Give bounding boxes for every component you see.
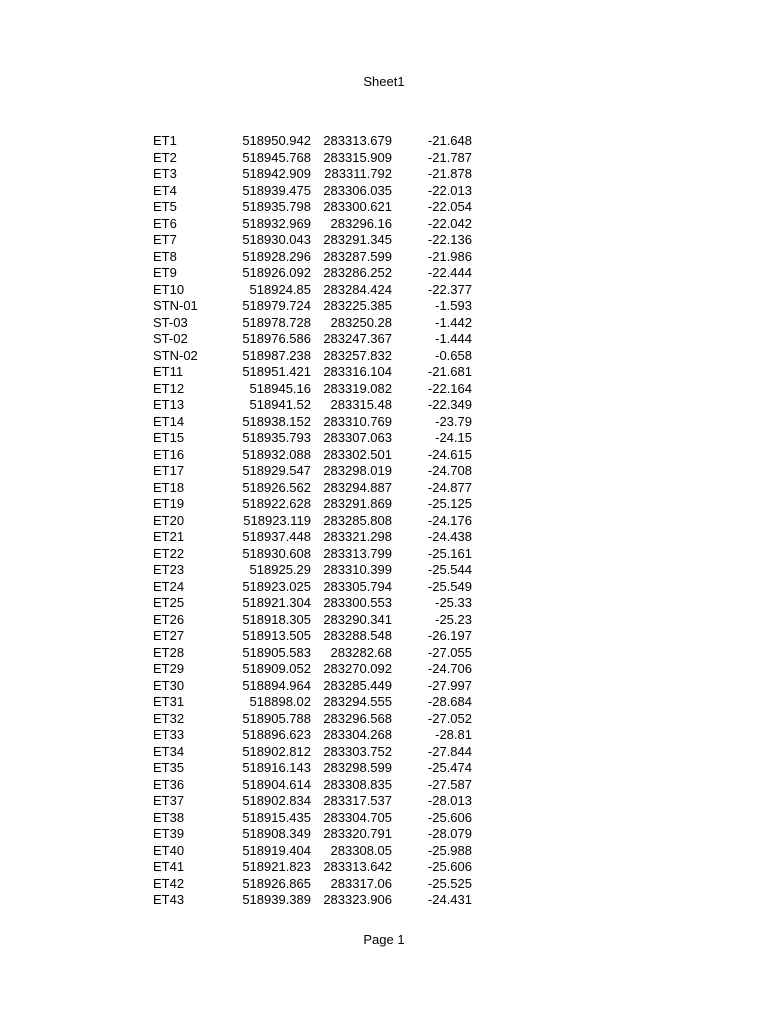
table-row	[153, 859, 472, 876]
table-row	[153, 529, 472, 546]
table-body	[153, 133, 472, 909]
x-coordinate-cell: 518909.052	[242, 661, 311, 676]
x-coordinate-cell: 518942.909	[242, 166, 311, 181]
point-name-cell: STN-02	[153, 347, 198, 363]
y-coordinate-cell: 283303.752	[323, 743, 392, 759]
table-row	[153, 133, 472, 150]
table-row	[153, 381, 472, 398]
point-name-cell: ET2	[153, 149, 177, 165]
elevation-cell: -1.593	[435, 298, 472, 313]
elevation-cell: -21.787	[427, 149, 472, 165]
point-name-cell: ET18	[153, 479, 185, 495]
x-coordinate-cell: 518916.143	[242, 760, 311, 775]
point-name-cell: ET12	[153, 380, 185, 396]
point-name-cell: ET34	[153, 743, 185, 759]
point-name-cell: ET16	[153, 446, 185, 462]
y-coordinate-cell: 283308.05	[330, 842, 392, 858]
x-coordinate-cell: 518935.793	[242, 430, 311, 445]
point-name-cell: ET39	[153, 826, 185, 841]
x-coordinate-cell: 518913.505	[242, 628, 311, 643]
y-coordinate-cell: 283298.599	[323, 760, 392, 775]
elevation-cell: -21.681	[427, 364, 472, 379]
point-name-cell: ET23	[153, 562, 185, 577]
table-row	[153, 579, 472, 596]
y-coordinate-cell: 283287.599	[323, 248, 392, 264]
elevation-cell: -28.81	[435, 727, 472, 742]
elevation-cell: -24.176	[427, 512, 472, 528]
x-coordinate-cell: 518938.152	[242, 413, 311, 429]
point-name-cell: ET11	[153, 364, 184, 379]
point-name-cell: ST-03	[153, 314, 188, 330]
point-name-cell: ET27	[153, 628, 185, 643]
elevation-cell: -1.442	[435, 314, 472, 330]
x-coordinate-cell: 518926.092	[242, 265, 311, 280]
x-coordinate-cell: 518915.435	[242, 809, 311, 825]
x-coordinate-cell: 518905.788	[242, 710, 311, 726]
point-name-cell: ET26	[153, 611, 185, 627]
x-coordinate-cell: 518923.025	[242, 578, 311, 594]
table-row	[153, 892, 472, 909]
table-row	[153, 760, 472, 777]
point-name-cell: ET37	[153, 793, 185, 808]
x-coordinate-cell: 518905.583	[242, 644, 311, 660]
y-coordinate-cell: 283319.082	[323, 380, 392, 396]
table-row	[153, 612, 472, 629]
x-coordinate-cell: 518930.608	[242, 545, 311, 561]
point-name-cell: ET7	[153, 232, 177, 247]
table-row	[153, 661, 472, 678]
x-coordinate-cell: 518923.119	[243, 512, 311, 528]
x-coordinate-cell: 518930.043	[242, 232, 311, 247]
x-coordinate-cell: 518919.404	[242, 842, 311, 858]
y-coordinate-cell: 283298.019	[323, 463, 392, 478]
point-name-cell: STN-01	[153, 298, 198, 313]
y-coordinate-cell: 283310.769	[323, 413, 392, 429]
y-coordinate-cell: 283302.501	[323, 446, 392, 462]
elevation-cell: -22.444	[427, 265, 472, 280]
table-row	[153, 348, 472, 365]
y-coordinate-cell: 283247.367	[323, 331, 392, 346]
table-row	[153, 496, 472, 513]
elevation-cell: -25.161	[427, 545, 472, 561]
y-coordinate-cell: 283310.399	[323, 562, 392, 577]
point-name-cell: ET1	[153, 133, 177, 148]
y-coordinate-cell: 283305.794	[323, 578, 392, 594]
elevation-cell: -21.878	[427, 166, 472, 181]
y-coordinate-cell: 283323.906	[323, 892, 392, 907]
y-coordinate-cell: 283307.063	[323, 430, 392, 445]
y-coordinate-cell: 283308.835	[323, 776, 392, 792]
elevation-cell: -22.377	[427, 281, 472, 297]
table-row	[153, 810, 472, 827]
y-coordinate-cell: 283313.799	[323, 545, 392, 561]
table-row	[153, 265, 472, 282]
point-name-cell: ET30	[153, 677, 185, 693]
elevation-cell: -25.23	[435, 611, 472, 627]
point-name-cell: ET40	[153, 842, 185, 858]
point-name-cell: ET6	[153, 215, 177, 231]
table-row	[153, 315, 472, 332]
table-row	[153, 826, 472, 843]
x-coordinate-cell: 518939.475	[242, 182, 311, 198]
elevation-cell: -28.013	[427, 793, 472, 808]
y-coordinate-cell: 283284.424	[323, 281, 392, 297]
table-row	[153, 249, 472, 266]
point-name-cell: ET19	[153, 496, 185, 511]
table-row	[153, 199, 472, 216]
x-coordinate-cell: 518926.865	[242, 875, 311, 891]
point-name-cell: ET21	[153, 529, 185, 544]
elevation-cell: -24.15	[435, 430, 472, 445]
x-coordinate-cell: 518926.562	[242, 479, 311, 495]
y-coordinate-cell: 283313.642	[323, 859, 392, 874]
y-coordinate-cell: 283317.537	[323, 793, 392, 808]
elevation-cell: -22.042	[427, 215, 472, 231]
x-coordinate-cell: 518945.16	[249, 380, 311, 396]
point-name-cell: ET33	[153, 727, 185, 742]
table-row	[153, 447, 472, 464]
y-coordinate-cell: 283285.449	[323, 677, 392, 693]
point-name-cell: ET35	[153, 760, 185, 775]
x-coordinate-cell: 518904.614	[242, 776, 311, 792]
table-row	[153, 513, 472, 530]
table-row	[153, 595, 472, 612]
y-coordinate-cell: 283306.035	[323, 182, 392, 198]
point-name-cell: ST-02	[153, 331, 188, 346]
elevation-cell: -25.988	[427, 842, 472, 858]
point-name-cell: ET22	[153, 545, 185, 561]
x-coordinate-cell: 518924.85	[249, 281, 311, 297]
table-row	[153, 628, 472, 645]
elevation-cell: -22.164	[427, 380, 472, 396]
y-coordinate-cell: 283304.705	[323, 809, 392, 825]
elevation-cell: -23.79	[435, 413, 472, 429]
table-row	[153, 777, 472, 794]
elevation-cell: -27.055	[427, 644, 472, 660]
elevation-cell: -27.052	[427, 710, 472, 726]
x-coordinate-cell: 518951.421	[242, 364, 311, 379]
point-name-cell: ET15	[153, 430, 185, 445]
table-row	[153, 397, 472, 414]
y-coordinate-cell: 283294.887	[323, 479, 392, 495]
x-coordinate-cell: 518932.088	[242, 446, 311, 462]
x-coordinate-cell: 518976.586	[242, 331, 311, 346]
point-name-cell: ET5	[153, 199, 177, 214]
elevation-cell: -24.615	[427, 446, 472, 462]
point-name-cell: ET25	[153, 595, 185, 610]
y-coordinate-cell: 283250.28	[330, 314, 392, 330]
point-name-cell: ET24	[153, 578, 185, 594]
table-row	[153, 232, 472, 249]
table-row	[153, 562, 472, 579]
x-coordinate-cell: 518902.812	[242, 743, 311, 759]
x-coordinate-cell: 518918.305	[242, 611, 311, 627]
y-coordinate-cell: 283316.104	[323, 364, 392, 379]
elevation-cell: -24.438	[427, 529, 472, 544]
point-name-cell: ET20	[153, 512, 185, 528]
y-coordinate-cell: 283288.548	[323, 628, 392, 643]
data-table	[153, 133, 472, 909]
elevation-cell: -28.684	[427, 694, 472, 709]
y-coordinate-cell: 283294.555	[323, 694, 392, 709]
elevation-cell: -22.054	[427, 199, 472, 214]
elevation-cell: -25.33	[435, 595, 472, 610]
table-row	[153, 282, 472, 299]
x-coordinate-cell: 518928.296	[242, 248, 311, 264]
point-name-cell: ET43	[153, 892, 185, 907]
x-coordinate-cell: 518896.623	[242, 727, 311, 742]
elevation-cell: -25.549	[427, 578, 472, 594]
x-coordinate-cell: 518921.823	[242, 859, 311, 874]
point-name-cell: ET31	[153, 694, 185, 709]
y-coordinate-cell: 283257.832	[323, 347, 392, 363]
table-row	[153, 430, 472, 447]
elevation-cell: -24.877	[427, 479, 472, 495]
elevation-cell: -1.444	[435, 331, 472, 346]
x-coordinate-cell: 518894.964	[242, 677, 311, 693]
point-name-cell: ET4	[153, 182, 177, 198]
table-row	[153, 876, 472, 893]
x-coordinate-cell: 518921.304	[242, 595, 311, 610]
elevation-cell: -27.844	[427, 743, 472, 759]
point-name-cell: ET28	[153, 644, 185, 660]
y-coordinate-cell: 283315.909	[323, 149, 392, 165]
table-row	[153, 166, 472, 183]
point-name-cell: ET8	[153, 248, 177, 264]
table-row	[153, 727, 472, 744]
x-coordinate-cell: 518925.29	[249, 562, 311, 577]
elevation-cell: -24.431	[427, 892, 472, 907]
x-coordinate-cell: 518950.942	[242, 133, 311, 148]
y-coordinate-cell: 283290.341	[323, 611, 392, 627]
sheet-title: Sheet1	[363, 74, 405, 89]
elevation-cell: -26.197	[427, 628, 472, 643]
elevation-cell: -0.658	[435, 347, 472, 363]
table-row	[153, 298, 472, 315]
y-coordinate-cell: 283291.869	[323, 496, 392, 511]
elevation-cell: -21.986	[427, 248, 472, 264]
point-name-cell: ET17	[153, 463, 185, 478]
table-row	[153, 678, 472, 695]
x-coordinate-cell: 518932.969	[242, 215, 311, 231]
y-coordinate-cell: 283282.68	[330, 644, 392, 660]
table-row	[153, 463, 472, 480]
y-coordinate-cell: 283300.553	[323, 595, 392, 610]
page-number: Page 1	[363, 932, 405, 947]
elevation-cell: -24.708	[427, 463, 472, 478]
point-name-cell: ET13	[153, 397, 185, 412]
elevation-cell: -22.013	[427, 182, 472, 198]
elevation-cell: -21.648	[427, 133, 472, 148]
x-coordinate-cell: 518908.349	[242, 826, 311, 841]
y-coordinate-cell: 283313.679	[323, 133, 392, 148]
point-name-cell: ET10	[153, 281, 185, 297]
y-coordinate-cell: 283270.092	[323, 661, 392, 676]
table-row	[153, 694, 472, 711]
y-coordinate-cell: 283311.792	[324, 166, 392, 181]
point-name-cell: ET38	[153, 809, 185, 825]
elevation-cell: -27.587	[427, 776, 472, 792]
y-coordinate-cell: 283285.808	[323, 512, 392, 528]
table-row	[153, 480, 472, 497]
y-coordinate-cell: 283225.385	[323, 298, 392, 313]
table-row	[153, 216, 472, 233]
x-coordinate-cell: 518935.798	[242, 199, 311, 214]
x-coordinate-cell: 518939.389	[242, 892, 311, 907]
x-coordinate-cell: 518902.834	[242, 793, 311, 808]
x-coordinate-cell: 518937.448	[242, 529, 311, 544]
table-row	[153, 645, 472, 662]
y-coordinate-cell: 283317.06	[330, 875, 392, 891]
x-coordinate-cell: 518987.238	[242, 347, 311, 363]
x-coordinate-cell: 518941.52	[249, 397, 311, 412]
point-name-cell: ET32	[153, 710, 185, 726]
elevation-cell: -24.706	[427, 661, 472, 676]
x-coordinate-cell: 518945.768	[242, 149, 311, 165]
elevation-cell: -25.125	[427, 496, 472, 511]
elevation-cell: -25.474	[427, 760, 472, 775]
table-row	[153, 414, 472, 431]
point-name-cell: ET3	[153, 166, 177, 181]
point-name-cell: ET9	[153, 265, 177, 280]
x-coordinate-cell: 518922.628	[242, 496, 311, 511]
table-row	[153, 843, 472, 860]
table-row	[153, 331, 472, 348]
x-coordinate-cell: 518929.547	[242, 463, 311, 478]
y-coordinate-cell: 283315.48	[330, 397, 392, 412]
y-coordinate-cell: 283304.268	[323, 727, 392, 742]
table-row	[153, 711, 472, 728]
y-coordinate-cell: 283320.791	[323, 826, 392, 841]
x-coordinate-cell: 518979.724	[242, 298, 311, 313]
y-coordinate-cell: 283286.252	[323, 265, 392, 280]
table-row	[153, 364, 472, 381]
table-row	[153, 183, 472, 200]
elevation-cell: -25.606	[427, 809, 472, 825]
point-name-cell: ET14	[153, 413, 185, 429]
table-row	[153, 744, 472, 761]
elevation-cell: -22.136	[427, 232, 472, 247]
y-coordinate-cell: 283321.298	[323, 529, 392, 544]
elevation-cell: -27.997	[427, 677, 472, 693]
table-row	[153, 793, 472, 810]
x-coordinate-cell: 518898.02	[249, 694, 311, 709]
y-coordinate-cell: 283296.16	[330, 215, 392, 231]
elevation-cell: -25.544	[427, 562, 472, 577]
point-name-cell: ET41	[153, 859, 185, 874]
point-name-cell: ET29	[153, 661, 185, 676]
table-row	[153, 546, 472, 563]
point-name-cell: ET42	[153, 875, 185, 891]
elevation-cell: -25.606	[427, 859, 472, 874]
x-coordinate-cell: 518978.728	[242, 314, 311, 330]
point-name-cell: ET36	[153, 776, 185, 792]
y-coordinate-cell: 283291.345	[323, 232, 392, 247]
table-row	[153, 150, 472, 167]
elevation-cell: -28.079	[427, 826, 472, 841]
y-coordinate-cell: 283296.568	[323, 710, 392, 726]
elevation-cell: -22.349	[427, 397, 472, 412]
elevation-cell: -25.525	[427, 875, 472, 891]
y-coordinate-cell: 283300.621	[323, 199, 392, 214]
